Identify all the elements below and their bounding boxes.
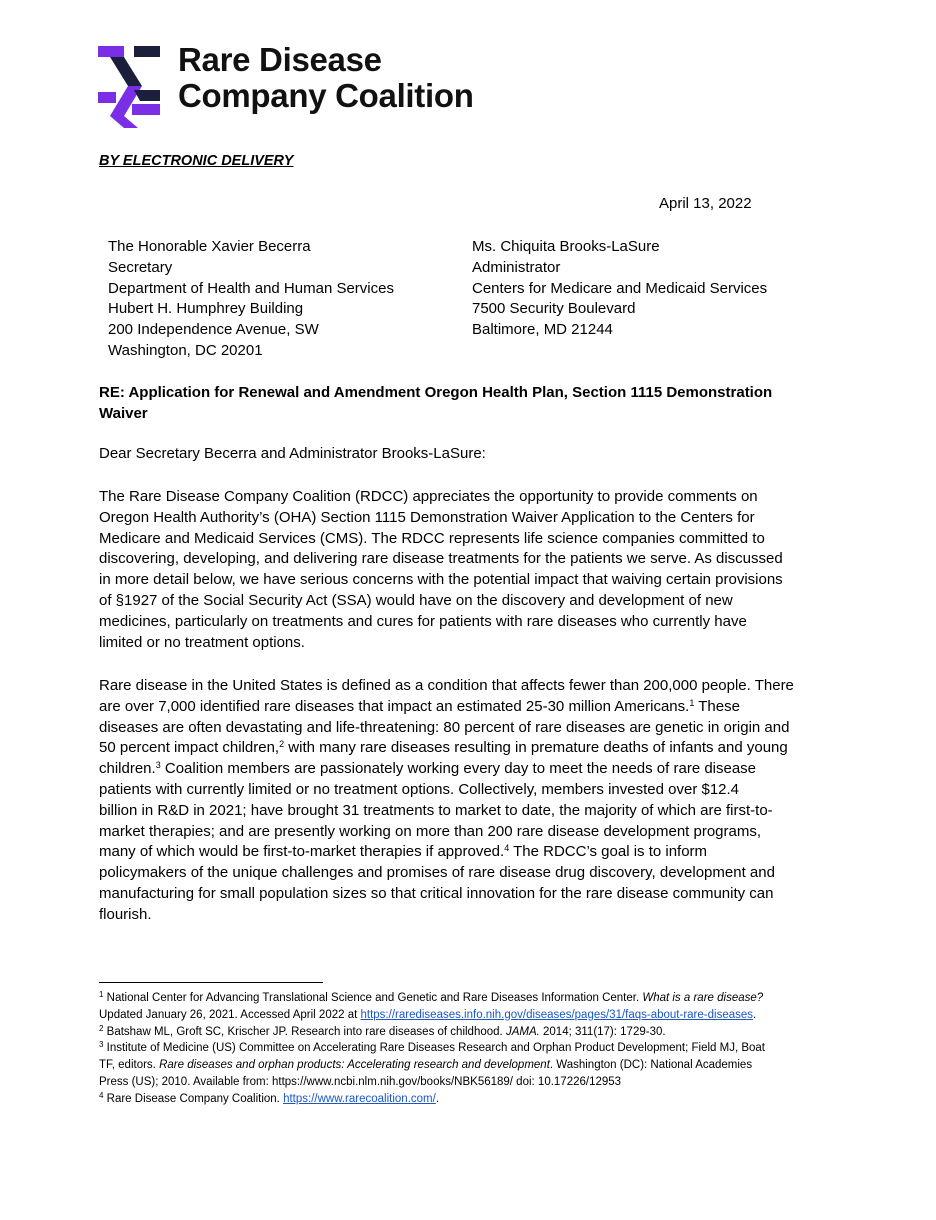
- footnote-ref-2: 2: [279, 739, 285, 750]
- text-run: Rare diseases and orphan products: Accelerating research and development: [159, 1059, 550, 1072]
- footnote-ref-4: 4: [504, 843, 510, 854]
- paragraph-line: Medicare and Medicaid Services (CMS). The RDCC represents life science companies committed to: [99, 529, 765, 547]
- paragraph-line: medicines, particularly on treatments and cures for patients with rare diseases who currently have: [99, 612, 747, 630]
- text-run: Institute of Medicine (US) Committee on Accelerating Rare Diseases Research and Orphan Product Development; Field MJ, Boat: [103, 1042, 766, 1055]
- rdcc-logo-mark: [98, 46, 160, 128]
- footnote-3-line: [99, 1040, 839, 1057]
- paragraph-line: diseases are often devastating and life-threatening: 80 percent of rare diseases are genetic in origin and: [99, 718, 790, 736]
- footnote-number: 4: [99, 1090, 104, 1100]
- footnote-1-line: [99, 990, 839, 1007]
- footnote-1-line: [99, 1007, 839, 1024]
- addressee-left: [108, 237, 394, 362]
- salutation: Dear Secretary Becerra and Administrator Brooks-LaSure:: [99, 445, 486, 462]
- delivery-method: BY ELECTRONIC DELIVERY: [99, 153, 294, 169]
- text-run: are over 7,000 identified rare diseases that impact an estimated 25-30 million Americans.: [99, 697, 690, 715]
- text-run: JAMA.: [505, 1025, 540, 1038]
- re-subject-line: RE: Application for Renewal and Amendment Oregon Health Plan, Section 1115 Demonstration Waiver: [99, 384, 773, 422]
- paragraph-line: [99, 738, 835, 759]
- footnote-3-line: [99, 1057, 839, 1074]
- paragraph-line: manufacturing for small population sizes so that critical innovation for the rare disease community can: [99, 884, 774, 902]
- address-line: 200 Independence Avenue, SW: [108, 321, 319, 339]
- address-line: Washington, DC 20201: [108, 341, 263, 359]
- logo-line-2: Company Coalition: [178, 77, 474, 114]
- text-run: Updated January 26, 2021. Accessed April 2022 at: [99, 1008, 361, 1021]
- paragraph-line: patients with currently limited or no treatment options. Collectively, members invested over $12.4: [99, 780, 740, 798]
- paragraph-line: flourish.: [99, 905, 152, 923]
- footnotes: [99, 990, 839, 1108]
- paragraph-line: discovering, developing, and delivering rare disease treatments for the patients we serve. As discussed: [99, 550, 783, 568]
- footnote-separator: [99, 982, 323, 983]
- footnote-3-line: Press (US); 2010. Available from: https://www.ncbi.nlm.nih.gov/books/NBK56189/ doi: 10.17226/12953: [99, 1075, 622, 1088]
- paragraph-line: Oregon Health Authority’s (OHA) Section 1115 Demonstration Waiver Application to the Centers for: [99, 508, 755, 526]
- footnote-number: 3: [99, 1040, 104, 1050]
- text-run: . Washington (DC): National Academies: [549, 1059, 753, 1072]
- text-run: TF, editors.: [99, 1059, 160, 1072]
- address-line: Department of Health and Human Services: [108, 279, 394, 297]
- paragraph-line: policymakers of the unique challenges and promises of rare disease drug discovery, development and: [99, 864, 775, 882]
- text-run: Coalition members are passionately working every day to meet the needs of rare disease: [160, 760, 757, 778]
- footnote-number: 2: [99, 1023, 104, 1033]
- text-run: The RDCC’s goal is to inform: [509, 843, 708, 861]
- footnote-ref-1: 1: [689, 697, 695, 708]
- paragraph-line: [99, 697, 835, 718]
- paragraph-line: in more detail below, we have serious concerns with the potential impact that waiving certain provisions: [99, 571, 783, 589]
- text-run: children.: [99, 760, 156, 778]
- address-line: Ms. Chiquita Brooks-LaSure: [472, 238, 660, 255]
- text-run: National Center for Advancing Translational Science and Genetic and Rare Diseases Information Center.: [103, 992, 643, 1004]
- text-run: What is a rare disease?: [642, 992, 764, 1004]
- paragraph-line: of §1927 of the Social Security Act (SSA) would have on the discovery and development of new: [99, 591, 733, 609]
- letter-date: April 13, 2022: [659, 195, 752, 212]
- text-run: .: [753, 1008, 757, 1021]
- address-line: 7500 Security Boulevard: [472, 300, 636, 318]
- text-run: .: [435, 1092, 440, 1105]
- footnote-4-line: [99, 1091, 839, 1108]
- address-line: The Honorable Xavier Becerra: [108, 238, 311, 255]
- paragraph-line: billion in R&D in 2021; have brought 31 treatments to market to date, the majority of which are first-to-: [99, 801, 773, 819]
- paragraph-line: The Rare Disease Company Coalition (RDCC) appreciates the opportunity to provide comments on: [99, 488, 758, 505]
- footnote-number: 1: [99, 990, 104, 999]
- footnote-4-link[interactable]: https://www.rarecoalition.com/: [283, 1092, 436, 1105]
- paragraph-intro: [99, 487, 835, 653]
- text-run: with many rare diseases resulting in premature deaths of infants and young: [284, 739, 788, 757]
- text-run: Batshaw ML, Groft SC, Krischer JP. Research into rare diseases of childhood.: [103, 1025, 506, 1038]
- paragraph-line: limited or no treatment options.: [99, 633, 305, 651]
- paragraph-rare-disease: [99, 676, 835, 926]
- address-line: Secretary: [108, 258, 173, 276]
- text-run: 50 percent impact children,: [99, 739, 280, 757]
- text-run: 2014; 311(17): 1729-30.: [539, 1025, 666, 1038]
- paragraph-line: Rare disease in the United States is defined as a condition that affects fewer than 200,000 people. There: [99, 677, 794, 694]
- logo-line-1: Rare Disease: [178, 41, 382, 78]
- address-line: Centers for Medicare and Medicaid Services: [472, 279, 768, 297]
- rdcc-logo-wordmark: [178, 42, 474, 114]
- paragraph-line: [99, 842, 835, 863]
- footnote-2-line: [99, 1024, 839, 1041]
- text-run: many of which would be first-to-market therapies if approved.: [99, 843, 505, 861]
- addressee-right: [472, 237, 767, 341]
- address-line: Baltimore, MD 21244: [472, 321, 613, 339]
- paragraph-line: market therapies; and are presently working on more than 200 rare disease development programs,: [99, 822, 762, 840]
- footnote-ref-3: 3: [155, 760, 161, 771]
- footnote-1-link[interactable]: https://rarediseases.info.nih.gov/diseases/pages/31/faqs-about-rare-diseases: [360, 1008, 754, 1021]
- paragraph-line: [99, 759, 835, 780]
- text-run: Rare Disease Company Coalition.: [103, 1092, 284, 1105]
- address-line: Hubert H. Humphrey Building: [108, 300, 304, 318]
- text-run: These: [694, 697, 740, 715]
- address-line: Administrator: [472, 258, 561, 276]
